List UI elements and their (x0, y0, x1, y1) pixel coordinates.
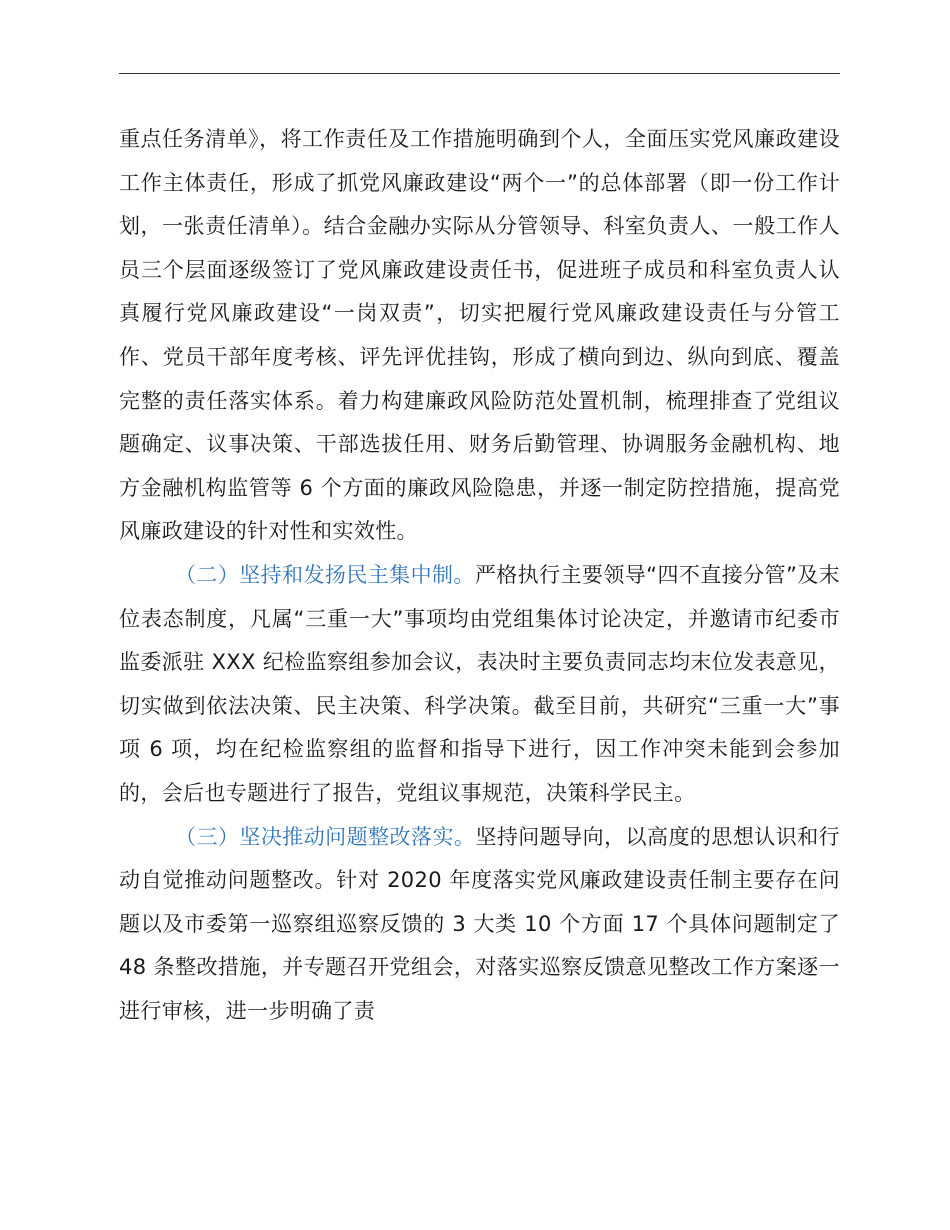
paragraph-section-3 (119, 816, 840, 1034)
header-rule (119, 73, 840, 74)
section-2-heading: （二）坚持和发扬民主集中制。 (175, 562, 475, 587)
section-2-body: 严格执行主要领导“四不直接分管”及末位表态制度，凡属“三重一大”事项均由党组集体讨论决定，并邀请市纪委市监委派驻 XXX 纪检监察组参加会议，表决时主要负责同志均末位发表意见，切实做到依法决策、民主决策、科学决策。截至目前，共研究“三重一大”事项 6 项，均在纪检监察组的监督和指导下进行，因工作冲突未能到会参加的，会后也专题进行了报告，党组议事规范，决策科学民主。 (119, 562, 840, 805)
paragraph-1: 重点任务清单》，将工作责任及工作措施明确到个人，全面压实党风廉政建设工作主体责任，形成了抓党风廉政建设“两个一”的总体部署（即一份工作计划，一张责任清单）。结合金融办实际从分管领导、科室负责人、一般工作人员三个层面逐级签订了党风廉政建设责任书，促进班子成员和科室负责人认真履行党风廉政建设“一岗双责”，切实把履行党风廉政建设责任与分管工作、党员干部年度考核、评先评优挂钩，形成了横向到边、纵向到底、覆盖完整的责任落实体系。着力构建廉政风险防范处置机制，梳理排查了党组议题确定、议事决策、干部选拔任用、财务后勤管理、协调服务金融机构、地方金融机构监管等 6 个方面的廉政风险隐患，并逐一制定防控措施，提高党风廉政建设的针对性和实效性。 (119, 127, 840, 544)
section-3-body: 坚持问题导向，以高度的思想认识和行动自觉推动问题整改。针对 2020 年度落实党风廉政建设责任制主要存在问题以及市委第一巡察组巡察反馈的 3 大类 10 个方面 17 个具体问题制定了 48 条整改措施，并专题召开党组会，对落实巡察反馈意见整改工作方案逐一进行审核，进一步明确了责 (119, 824, 840, 1023)
paragraph-section-2 (119, 554, 840, 816)
document-body (119, 118, 840, 1033)
section-3-heading: （三）坚决推动问题整改落实。 (175, 824, 476, 849)
